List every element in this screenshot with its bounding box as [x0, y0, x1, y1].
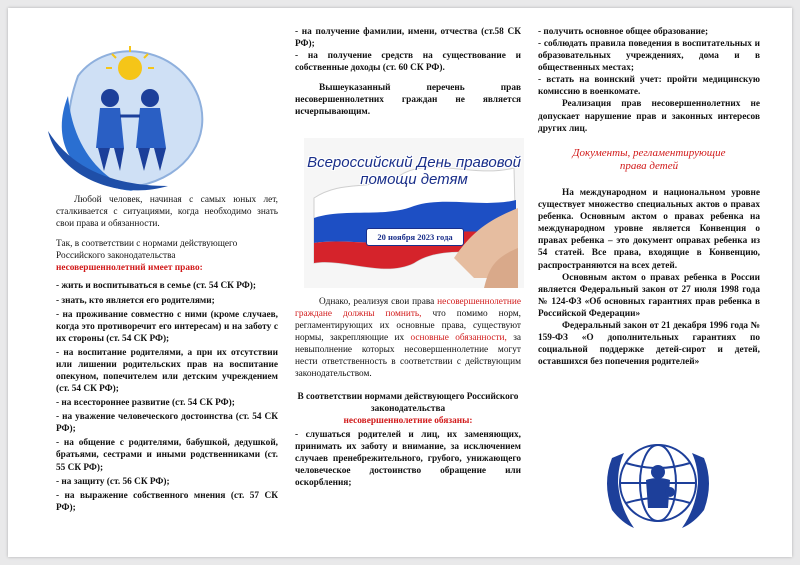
duties-lead-text: В соответствии нормами действующего Российского законодательства	[297, 391, 519, 414]
duties-lead	[295, 391, 521, 427]
docs-title-line1: Документы, регламентирующие	[572, 146, 726, 159]
docs-paragraph-3: Федеральный закон от 21 декабря 1996 года № 159-ФЗ «О дополнительных гарантиях по социальной поддержке детей-сирот и детей, оставшихся без попечения родителей»	[538, 320, 760, 368]
list-item: - на получение средств на существование и собственные доходы (ст. 60 СК РФ).	[295, 51, 521, 74]
rights-lead-red: несовершеннолетний имеет право:	[56, 263, 203, 274]
rights-list	[56, 280, 278, 513]
column-right	[538, 8, 760, 368]
list-item: - на воспитание родителями, а при их отсутствии или лишении родительских прав на воспитание опекуном, попечителем или детским учреждением (ст. 54 СК РФ);	[56, 347, 278, 395]
day-banner-image	[304, 138, 524, 288]
duties-lead-red: несовершеннолетние обязаны:	[343, 415, 473, 426]
duties-list	[295, 429, 521, 489]
text-span: за невыполнение которых несовершеннолетние могут нести ответственность в соответствии с действующим законодательством.	[295, 333, 522, 380]
red-span: несовершеннолетние граждане должны помнить,	[295, 297, 521, 320]
column-middle	[295, 8, 521, 119]
docs-paragraph-2: Основным актом о правах ребенка в России является Федеральный закон от 27 июля 1998 года № 124-ФЗ «Об основных гарантиях прав ребенка в Российской Федерации»	[538, 272, 760, 319]
column-middle-lower	[295, 296, 521, 489]
list-item: - на выражение собственного мнения (ст. 57 СК РФ);	[56, 490, 278, 513]
note-paragraph: Вышеуказанный перечень прав несовершеннолетних граждан не является исчерпывающим.	[295, 83, 521, 118]
docs-title	[538, 147, 760, 173]
list-item: - получить основное общее образование;	[538, 27, 709, 37]
duties-list-continued	[538, 26, 760, 98]
list-item: - жить и воспитываться в семье (ст. 54 СК РФ);	[56, 281, 256, 292]
brochure-page	[8, 8, 792, 557]
banner-title: Всероссийский День правовой помощи детям	[307, 154, 521, 189]
rights-list-continued	[295, 26, 521, 74]
rights-lead-text: Так, в соответствии с нормами действующего Российского законодательства	[56, 239, 238, 262]
list-item: - на проживание совместно с ними (кроме случаев, когда это противоречит его интересам) и на заботу с их стороны (ст. 54 СК РФ);	[56, 309, 278, 344]
red-span: основные обязанности,	[410, 333, 507, 344]
unicef-logo-icon	[598, 428, 718, 538]
text-span: что помимо норм, регламентирующих их основные права, существуют нормы, закрепляющие их	[295, 309, 521, 344]
realization-paragraph: Реализация прав несовершеннолетних не допускает нарушение прав и законных интересов других лиц.	[538, 99, 760, 134]
docs-paragraph-1: На международном и национальном уровне существует множество специальных актов о правах ребенка. Основным актом о правах ребенка на международном уровне является Конвенция о правах ребенка – это документ оправах ребенка из 54 статей. Все права, входящие в Конвенцию, распространяются на всех детей.	[538, 188, 760, 271]
list-item: - слушаться родителей и лиц, их заменяющих, принимать их заботу и внимание, за исключением случаев пренебрежительного, грубого, унижающего человеческое достоинство обращение или оскорбления;	[295, 429, 521, 489]
list-item: - на общение с родителями, бабушкой, дедушкой, братьями, сестрами и иными родственниками (ст. 55 СК РФ);	[56, 438, 278, 473]
rights-lead	[56, 238, 278, 274]
column-left	[56, 8, 278, 514]
list-item: - на всестороннее развитие (ст. 54 СК РФ);	[56, 398, 235, 409]
list-item: - на защиту (ст. 56 СК РФ);	[56, 476, 170, 487]
list-item: - знать, кто является его родителями;	[56, 295, 215, 306]
list-item: - на получение фамилии, имени, отчества (ст.58 СК РФ);	[295, 27, 521, 50]
text-span: Однако, реализуя свои права	[319, 297, 435, 307]
list-item: - соблюдать правила поведения в воспитательных и образовательных учреждениях, дома и в общественных местах;	[538, 39, 760, 74]
list-item: - на уважение человеческого достоинства (ст. 54 СК РФ);	[56, 412, 278, 435]
banner-date: 20 ноября 2023 года	[366, 228, 464, 246]
intro-paragraph: Любой человек, начиная с самых юных лет, сталкивается с ситуациями, когда необходимо знать свои права и обязанности.	[56, 195, 278, 230]
list-item: - встать на воинский учет: пройти медицинскую комиссию в военкомате.	[538, 75, 760, 98]
docs-title-line2: права детей	[619, 159, 679, 172]
obligations-paragraph	[295, 296, 521, 381]
